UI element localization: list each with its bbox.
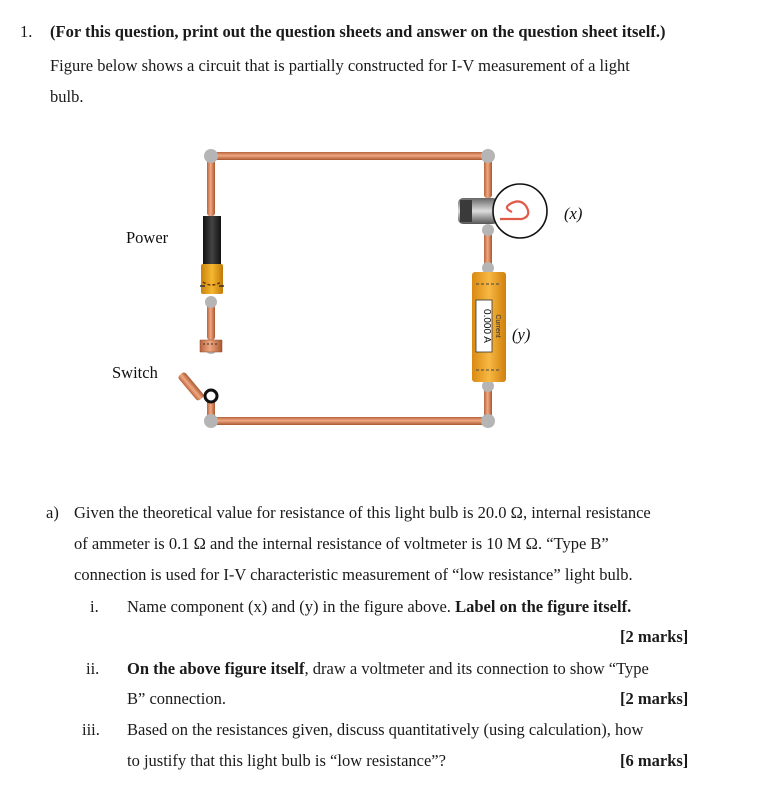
junction-bottom-right	[481, 414, 495, 428]
power-label: Power	[126, 228, 169, 247]
junction-top-left	[204, 149, 218, 163]
item-i-text-a: Name component (x) and (y) in the figure above.	[127, 597, 456, 616]
item-ii-text-a: On the above figure itself	[127, 659, 305, 678]
item-ii-roman: ii.	[86, 659, 100, 678]
item-iii-text-b: to justify that this light bulb is “low resistance”?	[127, 751, 446, 770]
switch-icon	[177, 371, 217, 402]
item-ii-marks: [2 marks]	[620, 689, 689, 708]
question-instruction: (For this question, print out the question sheets and answer on the question sheet itself.)	[50, 22, 666, 41]
wire-left-upper	[207, 156, 215, 216]
part-a-label: a)	[46, 503, 59, 522]
junction-bottom-left	[204, 414, 218, 428]
junction-top-right	[481, 149, 495, 163]
part-a-line-3: connection is used for I-V characteristic measurement of “low resistance” light bulb.	[74, 565, 633, 584]
wire-bottom	[212, 417, 488, 425]
item-ii-text-c: B” connection.	[127, 689, 226, 708]
ammeter-reading: 0.000 A	[481, 309, 492, 343]
ammeter-icon	[472, 272, 506, 382]
component-x-label: (x)	[564, 204, 583, 223]
item-i-text-b: Label on the figure itself.	[455, 597, 632, 616]
part-a-line-2: of ammeter is 0.1 Ω and the internal resistance of voltmeter is 10 M Ω. “Type B”	[74, 534, 609, 553]
item-i-marks: [2 marks]	[620, 627, 689, 646]
light-bulb-icon	[458, 184, 547, 238]
item-iii-text-a: Based on the resistances given, discuss quantitatively (using calculation), how	[127, 720, 644, 739]
switch-connector-icon	[200, 340, 222, 352]
question-number: 1.	[20, 22, 33, 41]
item-i-text	[127, 597, 631, 617]
intro-line-1: Figure below shows a circuit that is partially constructed for I-V measurement of a light	[50, 56, 630, 75]
item-i-roman: i.	[90, 597, 99, 616]
junction-right-a	[482, 224, 494, 236]
component-y-label: (y)	[512, 325, 531, 344]
part-a-line-1: Given the theoretical value for resistance of this light bulb is 20.0 Ω, internal resistance	[74, 503, 651, 522]
item-ii-text	[127, 659, 649, 679]
wire-top	[212, 152, 486, 160]
junction-left-a	[205, 296, 217, 308]
item-iii-roman: iii.	[82, 720, 100, 739]
battery-icon	[200, 216, 224, 294]
item-iii-marks: [6 marks]	[620, 751, 689, 770]
ammeter-title: Current	[494, 314, 501, 338]
switch-label: Switch	[112, 363, 158, 382]
intro-line-2: bulb.	[50, 87, 84, 106]
item-ii-text-b: , draw a voltmeter and its connection to show “Type	[304, 659, 649, 678]
